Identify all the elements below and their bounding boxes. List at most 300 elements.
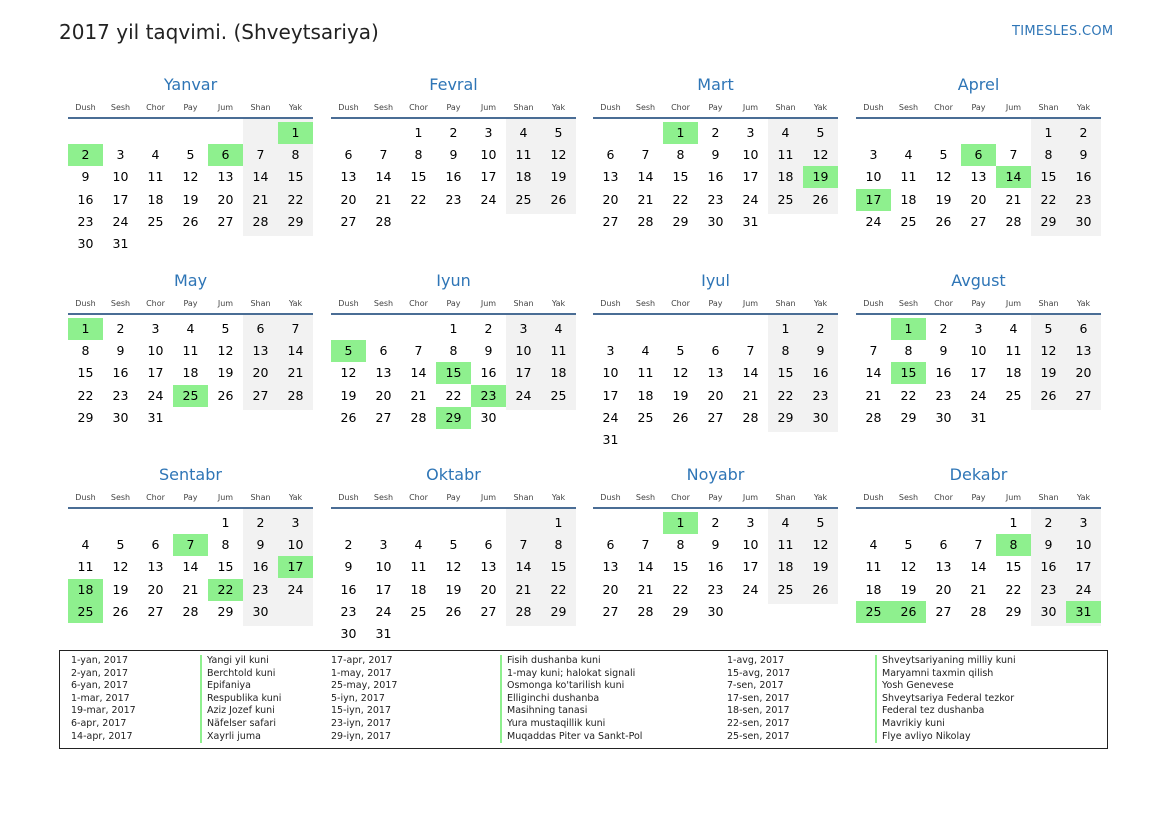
day-cell: 7 bbox=[379, 147, 388, 163]
day-cell: 8 bbox=[414, 147, 423, 163]
weekday-header: Yak bbox=[551, 103, 566, 112]
weekday-header: Shan bbox=[513, 299, 534, 308]
day-cell: 9 bbox=[256, 537, 265, 553]
weekday-header: Shan bbox=[775, 103, 796, 112]
weekday-header: Pay bbox=[183, 493, 198, 502]
day-cell: 27 bbox=[480, 603, 497, 619]
day-cell: 21 bbox=[865, 387, 882, 403]
day-cell: 22 bbox=[777, 387, 794, 403]
month-name: Dekabr bbox=[949, 465, 1008, 484]
day-cell: 28 bbox=[742, 409, 759, 425]
day-cell: 14 bbox=[742, 365, 759, 381]
day-cell: 2 bbox=[256, 515, 265, 530]
holiday-name: Xayrli juma bbox=[200, 731, 261, 744]
day-cell: 27 bbox=[970, 213, 987, 229]
day-cell: 24 bbox=[480, 191, 497, 207]
day-cell: 15 bbox=[287, 169, 304, 185]
month-avgust bbox=[856, 271, 1101, 461]
day-cell: 2 bbox=[344, 537, 353, 553]
day-cell: 3 bbox=[116, 147, 125, 163]
day-cell: 18 bbox=[777, 169, 794, 185]
day-cell: 30 bbox=[812, 409, 829, 425]
day-cell: 16 bbox=[77, 191, 94, 207]
weekday-header: Dush bbox=[338, 493, 359, 502]
holiday-date: 2-yan, 2017 bbox=[71, 667, 128, 679]
day-cell: 8 bbox=[291, 147, 300, 163]
day-cell: 3 bbox=[519, 321, 528, 336]
day-cell: 22 bbox=[550, 581, 567, 597]
day-cell: 15 bbox=[1005, 559, 1022, 575]
day-cell: 26 bbox=[812, 191, 829, 207]
day-cell: 26 bbox=[112, 603, 129, 619]
day-cell: 10 bbox=[1075, 537, 1092, 553]
day-cell: 3 bbox=[1079, 515, 1088, 530]
day-cell: 27 bbox=[1075, 387, 1092, 403]
day-cell: 1 bbox=[1044, 125, 1053, 140]
month-mart bbox=[593, 75, 838, 265]
day-cell: 2 bbox=[711, 125, 720, 140]
day-cell: 19 bbox=[445, 581, 462, 597]
day-cell: 2 bbox=[484, 321, 493, 336]
day-cell: 14 bbox=[637, 559, 654, 575]
weekday-header: Dush bbox=[75, 493, 96, 502]
day-cell: 4 bbox=[1009, 321, 1018, 336]
day-cell: 28 bbox=[182, 603, 199, 619]
day-cell: 18 bbox=[182, 365, 199, 381]
day-cell: 10 bbox=[375, 559, 392, 575]
weekday-header: Yak bbox=[813, 493, 828, 502]
day-cell: 16 bbox=[340, 581, 357, 597]
day-cell: 14 bbox=[970, 559, 987, 575]
day-cell: 27 bbox=[340, 213, 357, 229]
month-oktabr bbox=[331, 465, 576, 655]
day-cell: 11 bbox=[410, 559, 427, 575]
day-cell: 17 bbox=[515, 365, 532, 381]
holiday-date: 25-may, 2017 bbox=[331, 680, 398, 692]
month-name: Mart bbox=[697, 75, 734, 94]
day-cell: 16 bbox=[1040, 559, 1057, 575]
day-cell: 14 bbox=[410, 365, 427, 381]
day-cell: 3 bbox=[974, 321, 983, 336]
day-cell: 11 bbox=[1005, 343, 1022, 359]
day-cell: 1 bbox=[221, 515, 230, 530]
day-cell: 12 bbox=[812, 147, 829, 163]
day-cell: 6 bbox=[344, 147, 353, 163]
day-cell: 15 bbox=[550, 559, 567, 575]
day-cell: 14 bbox=[182, 559, 199, 575]
day-cell: 30 bbox=[77, 236, 94, 251]
day-cell: 24 bbox=[1075, 581, 1092, 597]
day-cell: 7 bbox=[869, 343, 878, 359]
holiday-name: Aziz Jozef kuni bbox=[200, 705, 275, 718]
month-name: Iyun bbox=[436, 271, 471, 290]
day-cell: 29 bbox=[900, 409, 917, 425]
day-cell: 7 bbox=[974, 537, 983, 553]
holiday-date: 25-sen, 2017 bbox=[727, 730, 790, 742]
holiday-name: Masihning tanasi bbox=[500, 705, 587, 718]
month-aprel bbox=[856, 75, 1101, 265]
day-cell: 18 bbox=[865, 581, 882, 597]
weekday-header: Dush bbox=[863, 493, 884, 502]
day-cell: 20 bbox=[340, 191, 357, 207]
holiday-day-cell: 26 bbox=[891, 601, 926, 623]
weekday-header: Yak bbox=[551, 299, 566, 308]
day-cell: 4 bbox=[781, 515, 790, 530]
month-name: Fevral bbox=[429, 75, 478, 94]
weekday-header: Chor bbox=[409, 493, 428, 502]
day-cell: 3 bbox=[151, 321, 160, 336]
holiday-date: 17-sen, 2017 bbox=[727, 692, 790, 704]
day-cell: 20 bbox=[147, 581, 164, 597]
weekday-header: Sesh bbox=[898, 299, 919, 308]
day-cell: 7 bbox=[256, 147, 265, 163]
weekday-header: Jum bbox=[1005, 493, 1022, 502]
day-cell: 17 bbox=[1075, 559, 1092, 575]
holiday-day-cell: 1 bbox=[68, 318, 103, 340]
holiday-day-cell: 6 bbox=[208, 144, 243, 166]
day-cell: 4 bbox=[414, 537, 423, 553]
day-cell: 7 bbox=[746, 343, 755, 359]
day-cell: 5 bbox=[221, 321, 230, 336]
day-cell: 23 bbox=[1075, 191, 1092, 207]
weekday-header: Dush bbox=[75, 103, 96, 112]
weekday-header: Sesh bbox=[635, 299, 656, 308]
holiday-name: Mavrikiy kuni bbox=[875, 718, 945, 731]
day-cell: 24 bbox=[970, 387, 987, 403]
day-cell: 27 bbox=[935, 603, 952, 619]
day-cell: 29 bbox=[672, 213, 689, 229]
day-cell: 21 bbox=[410, 387, 427, 403]
day-cell: 15 bbox=[672, 169, 689, 185]
day-cell: 28 bbox=[637, 603, 654, 619]
weekday-header: Dush bbox=[600, 493, 621, 502]
day-cell: 10 bbox=[865, 169, 882, 185]
day-cell: 25 bbox=[1005, 387, 1022, 403]
day-cell: 11 bbox=[900, 169, 917, 185]
day-cell: 1 bbox=[781, 321, 790, 336]
day-cell: 12 bbox=[1040, 343, 1057, 359]
day-cell: 6 bbox=[939, 537, 948, 553]
day-cell: 28 bbox=[865, 409, 882, 425]
day-cell: 23 bbox=[252, 581, 269, 597]
day-cell: 22 bbox=[445, 387, 462, 403]
weekday-header: Chor bbox=[146, 493, 165, 502]
day-cell: 8 bbox=[81, 343, 90, 359]
day-cell: 23 bbox=[77, 213, 94, 229]
day-cell: 2 bbox=[1079, 125, 1088, 140]
holiday-date: 6-apr, 2017 bbox=[71, 718, 127, 729]
day-cell: 17 bbox=[375, 581, 392, 597]
day-cell: 28 bbox=[637, 213, 654, 229]
weekday-header: Shan bbox=[1038, 299, 1059, 308]
day-cell: 11 bbox=[777, 147, 794, 163]
holiday-date: 15-iyn, 2017 bbox=[331, 705, 392, 717]
day-cell: 16 bbox=[252, 559, 269, 575]
day-cell: 11 bbox=[147, 169, 164, 185]
weekday-header: Shan bbox=[513, 493, 534, 502]
day-cell: 4 bbox=[869, 537, 878, 553]
day-cell: 24 bbox=[112, 213, 129, 229]
holiday-day-cell: 7 bbox=[173, 534, 208, 556]
day-cell: 30 bbox=[707, 603, 724, 619]
holiday-day-cell: 5 bbox=[331, 340, 366, 362]
day-cell: 24 bbox=[147, 387, 164, 403]
day-cell: 12 bbox=[182, 169, 199, 185]
day-cell: 3 bbox=[869, 147, 878, 163]
holiday-name: Yosh Genevese bbox=[875, 680, 954, 693]
weekday-header: Jum bbox=[742, 493, 759, 502]
day-cell: 30 bbox=[1075, 213, 1092, 229]
day-cell: 21 bbox=[252, 191, 269, 207]
day-cell: 12 bbox=[812, 537, 829, 553]
weekday-header: Sesh bbox=[110, 299, 131, 308]
day-cell: 15 bbox=[777, 365, 794, 381]
day-cell: 31 bbox=[375, 626, 392, 641]
weekday-header: Yak bbox=[288, 299, 303, 308]
day-cell: 6 bbox=[256, 321, 265, 336]
day-cell: 16 bbox=[480, 365, 497, 381]
day-cell: 30 bbox=[480, 409, 497, 425]
day-cell: 20 bbox=[217, 191, 234, 207]
day-cell: 5 bbox=[116, 537, 125, 553]
day-cell: 12 bbox=[112, 559, 129, 575]
weekday-header: Dush bbox=[863, 299, 884, 308]
day-cell: 21 bbox=[637, 191, 654, 207]
day-cell: 2 bbox=[816, 321, 825, 336]
weekday-header: Shan bbox=[250, 103, 271, 112]
day-cell: 19 bbox=[340, 387, 357, 403]
day-cell: 6 bbox=[711, 343, 720, 359]
weekday-header: Chor bbox=[146, 299, 165, 308]
holiday-day-cell: 1 bbox=[663, 512, 698, 534]
day-cell: 29 bbox=[77, 409, 94, 425]
day-cell: 19 bbox=[217, 365, 234, 381]
day-cell: 9 bbox=[449, 147, 458, 163]
weekday-header: Jum bbox=[1005, 299, 1022, 308]
day-cell: 6 bbox=[606, 147, 615, 163]
day-cell: 13 bbox=[970, 169, 987, 185]
weekday-header: Sesh bbox=[373, 493, 394, 502]
day-cell: 27 bbox=[375, 409, 392, 425]
weekday-header: Shan bbox=[250, 299, 271, 308]
day-cell: 28 bbox=[515, 603, 532, 619]
day-cell: 23 bbox=[1040, 581, 1057, 597]
day-cell: 7 bbox=[519, 537, 528, 553]
weekday-header: Jum bbox=[742, 299, 759, 308]
day-cell: 23 bbox=[935, 387, 952, 403]
day-cell: 5 bbox=[816, 515, 825, 530]
day-cell: 13 bbox=[935, 559, 952, 575]
day-cell: 20 bbox=[935, 581, 952, 597]
day-cell: 8 bbox=[554, 537, 563, 553]
day-cell: 27 bbox=[252, 387, 269, 403]
day-cell: 19 bbox=[112, 581, 129, 597]
day-cell: 6 bbox=[379, 343, 388, 359]
day-cell: 13 bbox=[217, 169, 234, 185]
day-cell: 16 bbox=[812, 365, 829, 381]
day-cell: 3 bbox=[484, 125, 493, 140]
day-cell: 21 bbox=[970, 581, 987, 597]
day-cell: 18 bbox=[900, 191, 917, 207]
day-cell: 28 bbox=[375, 213, 392, 229]
day-cell: 5 bbox=[939, 147, 948, 163]
day-cell: 7 bbox=[291, 321, 300, 336]
weekday-header: Yak bbox=[1076, 493, 1091, 502]
day-cell: 8 bbox=[904, 343, 913, 359]
day-cell: 25 bbox=[637, 409, 654, 425]
weekday-header: Jum bbox=[217, 493, 234, 502]
day-cell: 7 bbox=[641, 537, 650, 553]
day-cell: 27 bbox=[602, 213, 619, 229]
month-fevral bbox=[331, 75, 576, 265]
holiday-day-cell: 14 bbox=[996, 166, 1031, 188]
day-cell: 10 bbox=[287, 537, 304, 553]
weekday-header: Shan bbox=[250, 493, 271, 502]
holiday-name: Federal tez dushanba bbox=[875, 705, 984, 718]
day-cell: 9 bbox=[711, 147, 720, 163]
day-cell: 18 bbox=[637, 387, 654, 403]
day-cell: 28 bbox=[287, 387, 304, 403]
day-cell: 13 bbox=[340, 169, 357, 185]
day-cell: 9 bbox=[711, 537, 720, 553]
holiday-date: 23-iyn, 2017 bbox=[331, 718, 392, 729]
day-cell: 4 bbox=[81, 537, 90, 553]
day-cell: 23 bbox=[112, 387, 129, 403]
weekday-header: Yak bbox=[288, 103, 303, 112]
day-cell: 14 bbox=[287, 343, 304, 359]
day-cell: 17 bbox=[970, 365, 987, 381]
weekday-header: Dush bbox=[600, 299, 621, 308]
day-cell: 10 bbox=[970, 343, 987, 359]
day-cell: 29 bbox=[1040, 213, 1057, 229]
weekday-header: Shan bbox=[775, 493, 796, 502]
day-cell: 19 bbox=[182, 191, 199, 207]
day-cell: 12 bbox=[217, 343, 234, 359]
day-cell: 18 bbox=[550, 365, 567, 381]
day-cell: 22 bbox=[287, 191, 304, 207]
weekday-header: Dush bbox=[863, 103, 884, 112]
day-cell: 4 bbox=[781, 125, 790, 140]
day-cell: 27 bbox=[707, 409, 724, 425]
day-cell: 28 bbox=[970, 603, 987, 619]
holiday-date: 14-apr, 2017 bbox=[71, 730, 133, 742]
holiday-day-cell: 25 bbox=[173, 385, 208, 407]
weekday-header: Sesh bbox=[898, 493, 919, 502]
day-cell: 9 bbox=[816, 343, 825, 359]
day-cell: 16 bbox=[112, 365, 129, 381]
day-cell: 6 bbox=[1079, 321, 1088, 336]
day-cell: 25 bbox=[900, 213, 917, 229]
day-cell: 18 bbox=[515, 169, 532, 185]
day-cell: 12 bbox=[900, 559, 917, 575]
holiday-day-cell: 29 bbox=[436, 407, 471, 429]
holiday-name: Yura mustaqillik kuni bbox=[500, 718, 605, 731]
weekday-header: Pay bbox=[971, 493, 986, 502]
day-cell: 8 bbox=[221, 537, 230, 553]
month-name: Oktabr bbox=[426, 465, 481, 484]
month-may bbox=[68, 271, 313, 461]
weekday-header: Yak bbox=[813, 299, 828, 308]
holiday-day-cell: 31 bbox=[1066, 601, 1101, 623]
weekday-header: Chor bbox=[671, 103, 690, 112]
day-cell: 19 bbox=[672, 387, 689, 403]
holiday-day-cell: 22 bbox=[208, 579, 243, 601]
day-cell: 9 bbox=[939, 343, 948, 359]
day-cell: 31 bbox=[602, 432, 619, 447]
holiday-date: 22-sen, 2017 bbox=[727, 718, 790, 729]
weekday-header: Chor bbox=[934, 299, 953, 308]
day-cell: 14 bbox=[865, 365, 882, 381]
day-cell: 22 bbox=[672, 191, 689, 207]
day-cell: 9 bbox=[344, 559, 353, 575]
holiday-date: 15-avg, 2017 bbox=[727, 667, 791, 679]
day-cell: 14 bbox=[252, 169, 269, 185]
day-cell: 10 bbox=[742, 147, 759, 163]
day-cell: 22 bbox=[900, 387, 917, 403]
weekday-header: Pay bbox=[446, 299, 461, 308]
holiday-name: Fisih dushanba kuni bbox=[500, 655, 601, 668]
weekday-header: Yak bbox=[288, 493, 303, 502]
weekday-header: Chor bbox=[934, 493, 953, 502]
weekday-header: Pay bbox=[708, 493, 723, 502]
day-cell: 28 bbox=[1005, 213, 1022, 229]
weekday-header: Chor bbox=[671, 299, 690, 308]
day-cell: 21 bbox=[375, 191, 392, 207]
day-cell: 27 bbox=[602, 603, 619, 619]
weekday-header: Pay bbox=[708, 299, 723, 308]
weekday-header: Chor bbox=[146, 103, 165, 112]
day-cell: 26 bbox=[672, 409, 689, 425]
day-cell: 28 bbox=[252, 213, 269, 229]
day-cell: 31 bbox=[147, 409, 164, 425]
day-cell: 15 bbox=[1040, 169, 1057, 185]
day-cell: 23 bbox=[812, 387, 829, 403]
day-cell: 4 bbox=[904, 147, 913, 163]
day-cell: 22 bbox=[77, 387, 94, 403]
day-cell: 1 bbox=[1009, 515, 1018, 530]
day-cell: 4 bbox=[186, 321, 195, 336]
day-cell: 13 bbox=[707, 365, 724, 381]
day-cell: 11 bbox=[77, 559, 94, 575]
holiday-day-cell: 1 bbox=[891, 318, 926, 340]
day-cell: 8 bbox=[676, 537, 685, 553]
site-brand-link[interactable]: TIMESLES.COM bbox=[1012, 24, 1114, 39]
day-cell: 20 bbox=[602, 581, 619, 597]
day-cell: 13 bbox=[480, 559, 497, 575]
day-cell: 11 bbox=[777, 537, 794, 553]
day-cell: 10 bbox=[112, 169, 129, 185]
holiday-name: Epifaniya bbox=[200, 680, 251, 693]
day-cell: 26 bbox=[812, 581, 829, 597]
holiday-date: 5-iyn, 2017 bbox=[331, 692, 385, 704]
day-cell: 30 bbox=[252, 603, 269, 619]
day-cell: 2 bbox=[711, 515, 720, 530]
day-cell: 22 bbox=[1005, 581, 1022, 597]
weekday-header: Sesh bbox=[635, 103, 656, 112]
day-cell: 13 bbox=[375, 365, 392, 381]
weekday-header: Jum bbox=[742, 103, 759, 112]
day-cell: 31 bbox=[112, 236, 129, 251]
day-cell: 26 bbox=[217, 387, 234, 403]
day-cell: 28 bbox=[410, 409, 427, 425]
day-cell: 10 bbox=[147, 343, 164, 359]
day-cell: 24 bbox=[602, 409, 619, 425]
weekday-header: Chor bbox=[409, 299, 428, 308]
day-cell: 16 bbox=[707, 169, 724, 185]
day-cell: 26 bbox=[550, 191, 567, 207]
day-cell: 19 bbox=[812, 559, 829, 575]
day-cell: 26 bbox=[935, 213, 952, 229]
